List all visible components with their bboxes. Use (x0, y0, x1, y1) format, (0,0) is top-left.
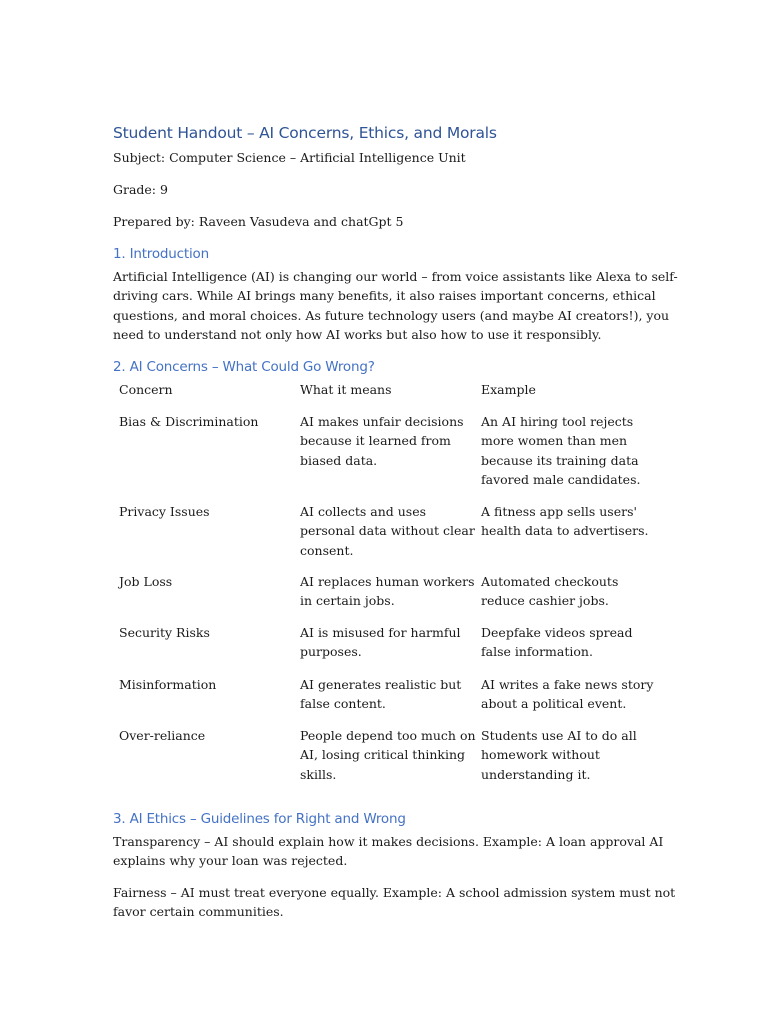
cell-line: health data to advertisers. (481, 523, 649, 539)
paragraph-line: favor certain communities. (113, 904, 284, 920)
section-heading-ethics: 3. AI Ethics – Guidelines for Right and Wrong (113, 811, 406, 827)
cell-line: AI writes a fake news story (481, 677, 654, 692)
cell-line: because its training data (481, 452, 639, 468)
ethics-paragraph-fairness (113, 883, 676, 922)
cell-line: about a political event. (481, 696, 627, 712)
paragraph-line: Artificial Intelligence (AI) is changing our world – from voice assistants like Alexa to self- (113, 269, 678, 284)
table-cell-meaning (300, 572, 476, 611)
cell-line: Deepfake videos spread (481, 625, 633, 640)
table-cell-concern (119, 726, 295, 745)
cell-line: Students use AI to do all (481, 728, 637, 743)
table-header-meaning: What it means (300, 382, 392, 397)
cell-line: Misinformation (119, 677, 217, 692)
table-cell-meaning (300, 726, 476, 784)
introduction-paragraph (113, 267, 678, 345)
cell-line: An AI hiring tool rejects (481, 414, 634, 429)
table-cell-concern (119, 675, 295, 694)
cell-line: People depend too much on (300, 728, 476, 743)
paragraph-line: Transparency – AI should explain how it makes decisions. Example: A loan approval AI (113, 834, 664, 849)
cell-line: AI is misused for harmful (300, 625, 461, 640)
table-cell-example (481, 726, 657, 784)
cell-line: skills. (300, 766, 337, 782)
table-cell-meaning (300, 623, 476, 662)
paragraph-line: explains why your loan was rejected. (113, 853, 348, 869)
table-cell-concern (119, 623, 295, 642)
paragraph-line: Fairness – AI must treat everyone equally. Example: A school admission system must not (113, 885, 676, 900)
table-cell-concern (119, 502, 295, 521)
cell-line: AI replaces human workers (300, 574, 475, 589)
cell-line: A fitness app sells users' (481, 504, 637, 519)
cell-line: biased data. (300, 452, 378, 468)
cell-line: Privacy Issues (119, 504, 210, 519)
grade-line: Grade: 9 (113, 182, 168, 197)
table-cell-meaning (300, 502, 476, 560)
table-header-example: Example (481, 382, 536, 397)
document-title: Student Handout – AI Concerns, Ethics, and Morals (113, 124, 497, 142)
prepared-by-line: Prepared by: Raveen Vasudeva and chatGpt 5 (113, 214, 404, 229)
cell-line: Bias & Discrimination (119, 414, 259, 429)
table-cell-meaning (300, 412, 476, 470)
cell-line: understanding it. (481, 766, 591, 782)
cell-line: AI collects and uses (300, 504, 427, 519)
table-cell-concern (119, 412, 295, 431)
cell-line: purposes. (300, 644, 362, 660)
cell-line: false information. (481, 644, 593, 660)
cell-line: homework without (481, 747, 600, 763)
cell-line: false content. (300, 696, 386, 712)
cell-line: because it learned from (300, 433, 451, 449)
table-header-concern: Concern (119, 382, 173, 397)
table-cell-example (481, 502, 657, 541)
cell-line: favored male candidates. (481, 472, 641, 488)
cell-line: more women than men (481, 433, 628, 449)
table-cell-example (481, 675, 657, 714)
table-cell-example (481, 412, 657, 490)
subject-line: Subject: Computer Science – Artificial Intelligence Unit (113, 150, 466, 165)
table-cell-concern (119, 572, 295, 591)
table-cell-meaning (300, 675, 476, 714)
cell-line: Automated checkouts (481, 574, 619, 589)
paragraph-line: questions, and moral choices. As future technology users (and maybe AI creators!), you (113, 307, 670, 323)
cell-line: AI makes unfair decisions (300, 414, 464, 429)
cell-line: Security Risks (119, 625, 210, 640)
paragraph-line: need to understand not only how AI works but also how to use it responsibly. (113, 327, 602, 343)
section-heading-concerns: 2. AI Concerns – What Could Go Wrong? (113, 359, 375, 375)
cell-line: personal data without clear (300, 523, 475, 539)
cell-line: AI, losing critical thinking (300, 747, 466, 763)
table-cell-example (481, 623, 657, 662)
cell-line: Over-reliance (119, 728, 206, 743)
cell-line: Job Loss (119, 574, 173, 589)
table-cell-example (481, 572, 657, 611)
ethics-paragraph-transparency (113, 832, 664, 871)
paragraph-line: driving cars. While AI brings many benefits, it also raises important concerns, ethical (113, 288, 656, 304)
section-heading-introduction: 1. Introduction (113, 246, 209, 262)
cell-line: consent. (300, 542, 354, 558)
cell-line: in certain jobs. (300, 593, 395, 609)
cell-line: reduce cashier jobs. (481, 593, 609, 609)
cell-line: AI generates realistic but (300, 677, 462, 692)
